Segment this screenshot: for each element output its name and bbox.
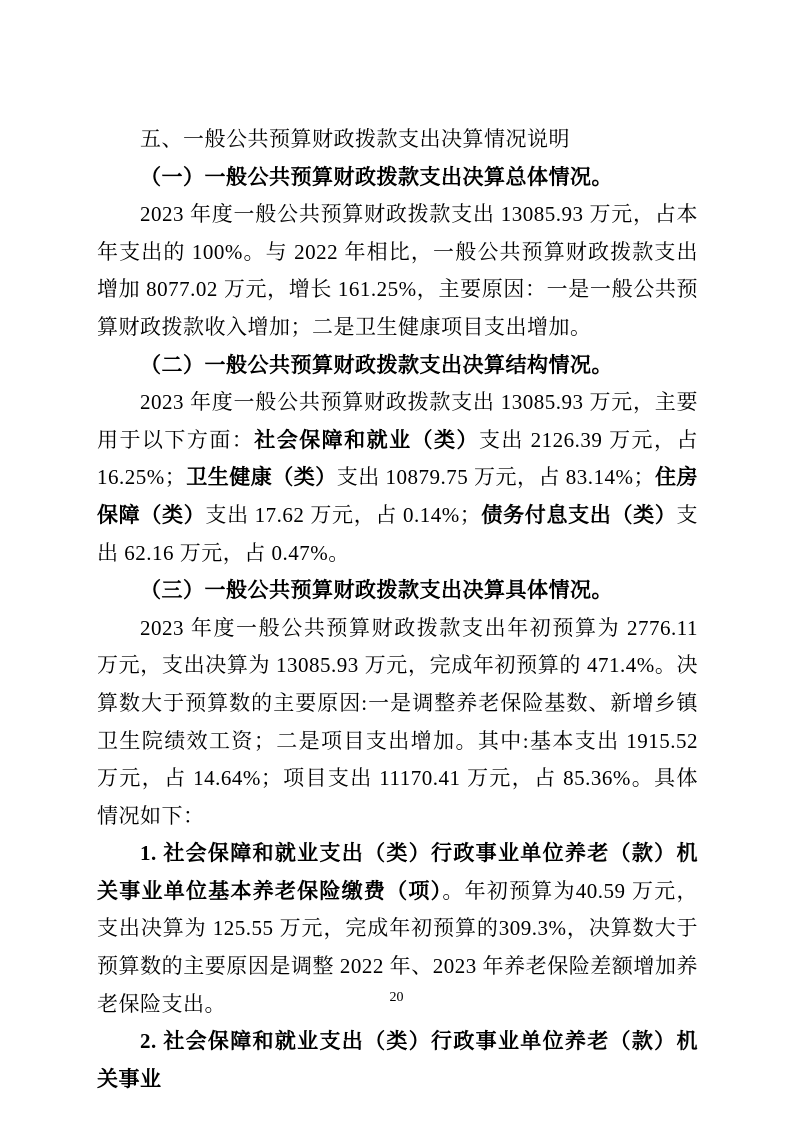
bold-text-run: 住房保障（类）: [97, 465, 698, 527]
bold-text-run: 1. 社会保障和就业支出（类）行政事业单位养老（款）机关事业单位基本养老保险缴费（项）: [97, 841, 698, 903]
text-run: 。年初预算为40.59 万元，支出决算为 125.55 万元，完成年初预算的309.3%，决算数大于预算数的主要原因是调整 2022 年、2023 年养老保险差额增加养老保险支出。: [97, 878, 699, 1016]
text-run: 2023 年度一般公共预算财政拨款支出 13085.93 万元，主要用于以下方面：: [97, 390, 698, 452]
bold-text-run: （一）一般公共预算财政拨款支出决算总体情况。: [140, 164, 613, 189]
subsection-heading: [97, 572, 698, 610]
section-heading: [97, 121, 698, 159]
bold-text-run: 卫生健康（类）: [186, 465, 337, 490]
paragraph: [97, 1023, 698, 1098]
bold-text-run: 债务付息支出（类）: [481, 502, 677, 527]
bold-text-run: 2. 社会保障和就业支出（类）行政事业单位养老（款）机关事业: [97, 1029, 698, 1091]
subsection-heading: [97, 159, 698, 197]
page-number: 20: [389, 990, 404, 1005]
text-run: 2023 年度一般公共预算财政拨款支出 13085.93 万元，占本年支出的 100%。与 2022 年相比，一般公共预算财政拨款支出增加 8077.02 万元，增长 161.25%，主要原因：一是一般公共预算财政拨款收入增加；二是卫生健康项目支出增加。: [97, 202, 698, 339]
bold-text-run: （三）一般公共预算财政拨款支出决算具体情况。: [140, 578, 613, 603]
text-run: 支出 10879.75 万元，占 83.14%；: [336, 465, 655, 490]
bold-text-run: 社会保障和就业（类）: [254, 427, 479, 452]
text-run: 支出 2126.39 万元，占 16.25%；: [97, 427, 698, 490]
text-run: 支出 62.16 万元，占 0.47%。: [97, 502, 699, 565]
bold-text-run: （二）一般公共预算财政拨款支出决算结构情况。: [140, 352, 613, 377]
paragraph: [97, 610, 698, 836]
text-run: 2023 年度一般公共预算财政拨款支出年初预算为 2776.11 万元，支出决算为 13085.93 万元，完成年初预算的 471.4%。决算数大于预算数的主要原因:一是调整养老保险基数、新增乡镇卫生院绩效工资；二是项目支出增加。其中:基本支出 1915.52 万元，占 14.64%；项目支出 11170.41 万元，占 85.36%。具体情况如下：: [97, 615, 698, 828]
paragraph: [97, 384, 698, 572]
subsection-heading: [97, 347, 698, 385]
paragraph: [97, 196, 698, 346]
document-body: [97, 121, 698, 1098]
text-run: 五、一般公共预算财政拨款支出决算情况说明: [140, 127, 570, 151]
text-run: 支出 17.62 万元，占 0.14%；: [205, 502, 482, 527]
